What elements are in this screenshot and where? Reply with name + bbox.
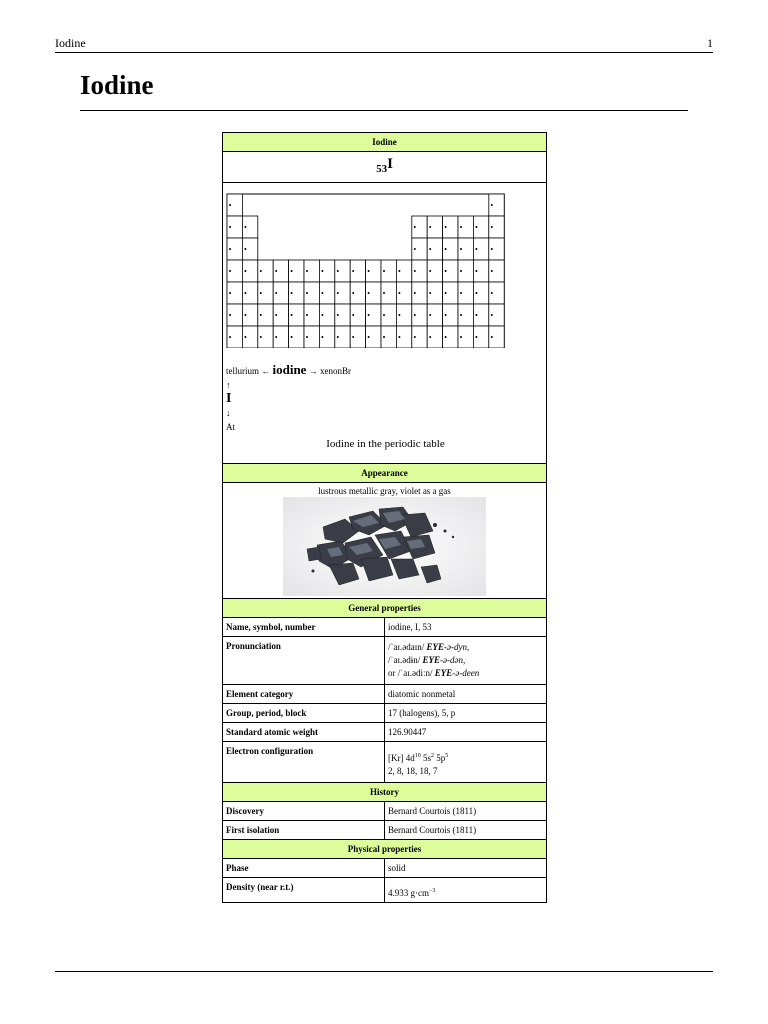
pronunciation-value: /ˈaɪ.ədaɪn/ EYE-ə-dyn, /ˈaɪ.ədɨn/ EYE-ə-dən, or /ˈaɪ.ədiːn/ EYE-ə-deen [385, 637, 547, 685]
periodic-table-caption: Iodine in the periodic table [326, 438, 445, 450]
periodic-table-cell [223, 183, 547, 464]
element-cell-dot [414, 270, 416, 272]
element-cell-dot [291, 292, 293, 294]
element-infobox [222, 132, 547, 903]
element-cell-dot [491, 226, 493, 228]
infobox-name: Iodine [223, 133, 547, 152]
config-part: 5s [420, 753, 432, 763]
element-cell-dot [321, 336, 323, 338]
element-cell-dot [398, 270, 400, 272]
table-row [223, 821, 547, 840]
element-cell-dot [244, 336, 246, 338]
element-cell-dot [445, 336, 447, 338]
element-cell-dot [260, 292, 262, 294]
respelling-stress: EYE [426, 642, 444, 652]
table-row [223, 878, 547, 903]
element-cell-dot [491, 292, 493, 294]
element-cell-dot [491, 204, 493, 206]
element-symbol: I [387, 156, 393, 172]
row-value: solid [385, 859, 547, 878]
respelling-rest: -ə-dyn [444, 642, 467, 652]
row-label: First isolation [223, 821, 385, 840]
element-cell-dot [414, 292, 416, 294]
element-cell-dot [275, 336, 277, 338]
section-header-general: General properties [223, 599, 547, 618]
element-cell-dot [352, 292, 354, 294]
element-cell-dot [475, 248, 477, 250]
element-cell-dot [244, 314, 246, 316]
page-number: 1 [707, 36, 713, 50]
element-cell-dot [429, 314, 431, 316]
title-divider [80, 110, 688, 111]
element-cell-dot [445, 314, 447, 316]
row-value: iodine, I, 53 [385, 618, 547, 637]
element-cell-dot [429, 226, 431, 228]
table-row [223, 637, 547, 685]
nav-left-element[interactable]: tellurium [226, 366, 259, 376]
element-cell-dot [229, 270, 231, 272]
respelling-stress: EYE [422, 655, 441, 665]
element-cell-dot [306, 336, 308, 338]
running-header [55, 36, 713, 53]
row-label: Pronunciation [223, 637, 385, 685]
table-row [223, 723, 547, 742]
element-cell-dot [414, 226, 416, 228]
element-cell-dot [460, 248, 462, 250]
section-header-physical: Physical properties [223, 840, 547, 859]
element-cell-dot [414, 314, 416, 316]
element-cell-dot [368, 336, 370, 338]
element-cell-dot [291, 314, 293, 316]
element-cell-dot [383, 314, 385, 316]
element-cell-dot [244, 226, 246, 228]
row-label: Name, symbol, number [223, 618, 385, 637]
element-cell-dot [260, 314, 262, 316]
element-cell-dot [352, 270, 354, 272]
element-cell-dot [491, 248, 493, 250]
element-cell-dot [460, 270, 462, 272]
element-cell-dot [429, 270, 431, 272]
nav-below-element[interactable]: At [226, 422, 235, 432]
footer-divider [55, 971, 713, 972]
section-header-appearance: Appearance [223, 464, 547, 483]
element-cell-dot [475, 314, 477, 316]
element-cell-dot [445, 292, 447, 294]
arrow-down-icon: ↓ [226, 408, 231, 418]
element-cell-dot [460, 336, 462, 338]
element-cell-dot [398, 292, 400, 294]
element-cell-dot [398, 336, 400, 338]
element-cell-dot [414, 248, 416, 250]
row-value: 126.90447 [385, 723, 547, 742]
element-cell-dot [383, 336, 385, 338]
page-title: Iodine [80, 70, 154, 100]
element-cell-dot [352, 336, 354, 338]
element-cell-dot [337, 270, 339, 272]
element-symbol-cell [223, 152, 547, 183]
element-cell-dot [291, 270, 293, 272]
row-value: Bernard Courtois (1811) [385, 821, 547, 840]
config-sup: 5 [445, 753, 449, 759]
respelling-rest: -ə-dən [440, 655, 463, 665]
element-cell-dot [368, 314, 370, 316]
element-cell-dot [460, 314, 462, 316]
nav-current-element: iodine [272, 362, 307, 377]
element-cell-dot [352, 314, 354, 316]
respelling-stress: EYE [434, 668, 453, 678]
or-text: or [388, 668, 396, 678]
element-cell-dot [491, 270, 493, 272]
row-label: Density (near r.t.) [223, 878, 385, 903]
element-cell-dot [229, 204, 231, 206]
element-cell-dot [260, 270, 262, 272]
row-value: diatomic nonmetal [385, 685, 547, 704]
ipa-text: /ˈaɪ.ədɨn/ [388, 655, 421, 665]
electrons-per-shell: 2, 8, 18, 18, 7 [388, 766, 438, 776]
element-cell-dot [306, 292, 308, 294]
electron-config-value [385, 742, 547, 783]
ipa-text: /ˈaɪ.ədaɪn/ [388, 642, 425, 652]
ipa-text: /ˈaɪ.ədiːn/ [397, 668, 433, 678]
element-cell-dot [321, 314, 323, 316]
row-value: 17 (halogens), 5, p [385, 704, 547, 723]
nav-right-element[interactable]: xenonBr [319, 366, 351, 376]
atomic-number: 53 [376, 163, 388, 175]
section-header-history: History [223, 783, 547, 802]
element-cell-dot [244, 270, 246, 272]
element-cell-dot [383, 270, 385, 272]
element-cell-dot [321, 270, 323, 272]
element-cell-dot [475, 292, 477, 294]
element-cell-dot [229, 248, 231, 250]
element-cell-dot [491, 314, 493, 316]
config-sup: 2 [431, 753, 435, 759]
element-cell-dot [291, 336, 293, 338]
row-label: Electron configuration [223, 742, 385, 783]
arrow-up-icon: ↑ [226, 380, 231, 390]
infobox-table [222, 132, 547, 903]
density-number: 4.933 g·cm [388, 888, 429, 898]
arrow-left-icon: ← [261, 366, 271, 376]
config-part: 5p [434, 753, 446, 763]
density-value [385, 878, 547, 903]
element-cell-dot [275, 314, 277, 316]
element-cell-dot [229, 292, 231, 294]
element-cell-dot [229, 226, 231, 228]
appearance-description: lustrous metallic gray, violet as a gas [318, 486, 451, 496]
running-header-title: Iodine [55, 36, 86, 50]
element-cell-dot [275, 270, 277, 272]
table-row [223, 859, 547, 878]
element-cell-dot [306, 314, 308, 316]
element-navigation [226, 363, 351, 434]
element-cell-dot [398, 314, 400, 316]
density-unit-sup: −3 [429, 888, 436, 894]
element-cell-dot [244, 248, 246, 250]
element-cell-dot [337, 314, 339, 316]
element-cell-dot [337, 292, 339, 294]
appearance-cell [223, 483, 547, 599]
element-cell-dot [414, 336, 416, 338]
element-cell-dot [229, 336, 231, 338]
table-row [223, 704, 547, 723]
element-cell-dot [460, 226, 462, 228]
element-cell-dot [429, 336, 431, 338]
table-row [223, 685, 547, 704]
table-row [223, 618, 547, 637]
arrow-right-icon: → [308, 366, 318, 376]
row-label: Element category [223, 685, 385, 704]
nav-symbol: I [226, 391, 232, 406]
row-value: Bernard Courtois (1811) [385, 802, 547, 821]
element-cell-dot [445, 270, 447, 272]
element-cell-dot [445, 248, 447, 250]
table-row [223, 742, 547, 783]
element-cell-dot [429, 248, 431, 250]
config-part: [Kr] 4d [388, 753, 415, 763]
element-cell-dot [475, 336, 477, 338]
config-sup: 10 [414, 753, 421, 759]
element-cell-dot [475, 270, 477, 272]
element-cell-dot [275, 292, 277, 294]
respelling-rest: -ə-deen [452, 668, 480, 678]
element-cell-dot [260, 336, 262, 338]
element-cell-dot [445, 226, 447, 228]
element-cell-dot [229, 314, 231, 316]
row-label: Group, period, block [223, 704, 385, 723]
element-cell-dot [244, 292, 246, 294]
periodic-table-graphic [226, 193, 506, 348]
element-cell-dot [321, 292, 323, 294]
element-cell-dot [383, 292, 385, 294]
element-cell-dot [460, 292, 462, 294]
element-cell-dot [475, 226, 477, 228]
table-row [223, 802, 547, 821]
element-cell-dot [429, 292, 431, 294]
element-cell-dot [368, 270, 370, 272]
row-label: Discovery [223, 802, 385, 821]
row-label: Standard atomic weight [223, 723, 385, 742]
element-cell-dot [491, 336, 493, 338]
row-label: Phase [223, 859, 385, 878]
element-cell-dot [306, 270, 308, 272]
element-cell-dot [368, 292, 370, 294]
element-cell-dot [337, 336, 339, 338]
iodine-crystals-image [283, 497, 486, 596]
